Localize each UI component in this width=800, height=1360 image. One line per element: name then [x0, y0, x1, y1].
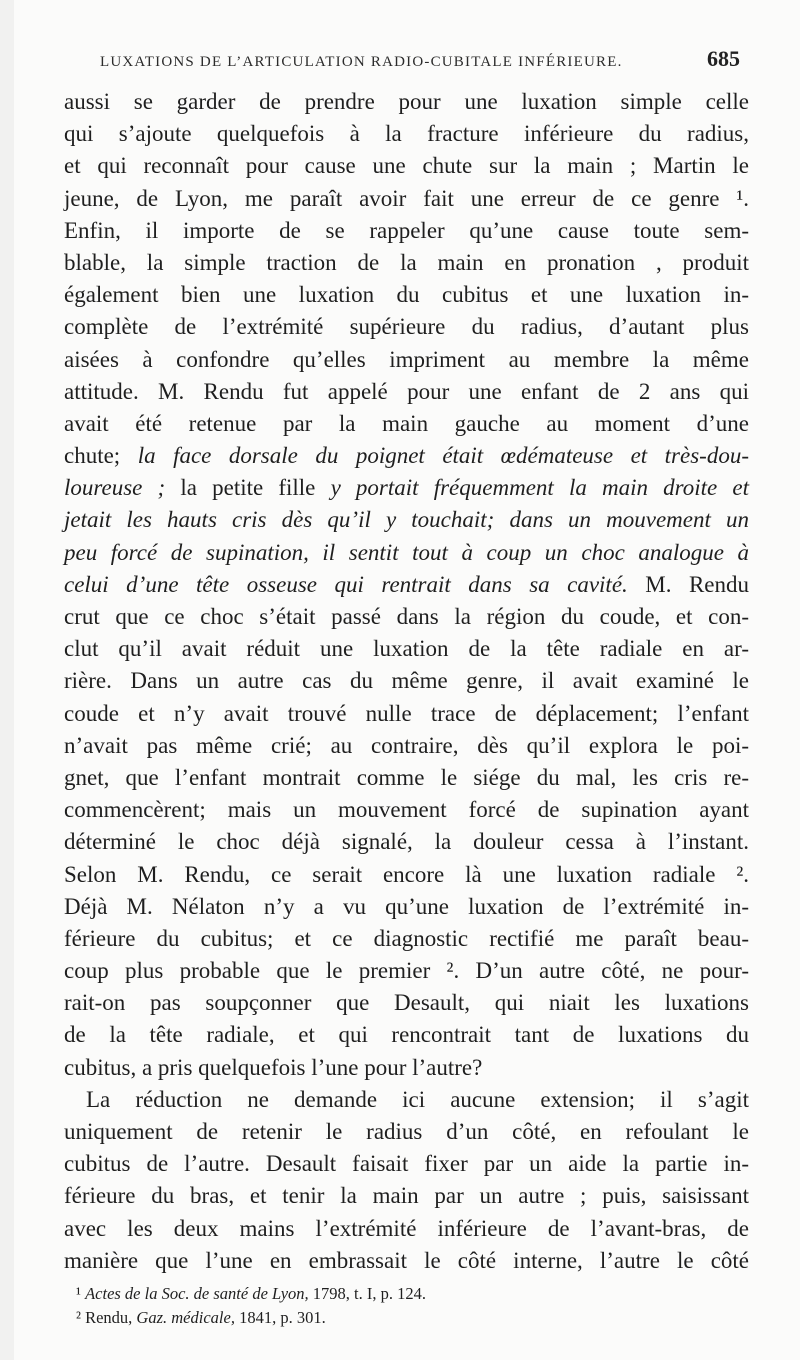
text-line: complète de l’extrémité supérieure du radius, d’autant plus — [64, 314, 749, 340]
text-line: de la tête radiale, et qui rencontrait tant de luxations du — [64, 1022, 749, 1048]
text-line: crut que ce choc s’était passé dans la région du coude, et con- — [64, 604, 749, 629]
text-line: coup plus probable que le premier ². D’un autre côté, ne pour- — [64, 958, 749, 984]
page-header — [100, 46, 740, 72]
footnote-mark: ² — [76, 1308, 81, 1327]
italic-run: la face dorsale du poignet était œdémateuse et très-dou- — [137, 443, 749, 469]
text-line: manière que l’une en embrassait le côté interne, l’autre le côté — [64, 1247, 749, 1273]
text-line: Selon M. Rendu, ce serait encore là une luxation radiale ². — [64, 861, 749, 887]
text-run: M. Rendu — [627, 571, 749, 597]
text-line: n’avait pas même crié; au contraire, dès qu’il explora le poi- — [64, 732, 749, 758]
text-run: chute; — [64, 443, 138, 469]
page-number: 685 — [707, 46, 740, 71]
italic-run: peu forcé de supination, il sentit tout à coup un choc analogue à — [64, 539, 749, 565]
footnote — [76, 1306, 736, 1330]
text-line: coude et n’y avait trouvé nulle trace de déplacement; l’enfant — [64, 700, 749, 726]
text-line: clut qu’il avait réduit une luxation de la tête radiale en ar- — [64, 636, 749, 662]
text-line: uniquement de retenir le radius d’un côté, en refoulant le — [64, 1119, 749, 1144]
text-line-mixed — [64, 472, 749, 504]
text-line: gnet, que l’enfant montrait comme le siége du mal, les cris re- — [64, 764, 749, 790]
text-line-italic — [64, 537, 749, 569]
footnote-author: Rendu, — [80, 1308, 137, 1327]
text-line: avait été retenue par la main gauche au moment d’une — [64, 410, 749, 436]
text-line: commencèrent; mais un mouvement forcé de supination ayant — [64, 797, 749, 823]
text-line-mixed — [64, 569, 749, 601]
text-line-mixed — [64, 440, 749, 472]
footnote-mark: ¹ — [76, 1284, 81, 1303]
text-line: blable, la simple traction de la main en pronation , produit — [64, 249, 749, 275]
footnote — [76, 1282, 736, 1306]
text-line: Déjà M. Nélaton n’y a vu qu’une luxation de l’extrémité in- — [64, 893, 749, 919]
running-head: LUXATIONS DE L’ARTICULATION RADIO-CUBITALE INFÉRIEURE. — [100, 54, 623, 70]
text-line: qui s’ajoute quelquefois à la fracture inférieure du radius, — [64, 121, 749, 147]
text-line: Enfin, il importe de se rappeler qu’une cause toute sem- — [64, 217, 749, 243]
text-line: également bien une luxation du cubitus et une luxation in- — [64, 282, 749, 308]
body-text — [64, 86, 749, 1277]
text-line: férieure du bras, et tenir la main par un autre ; puis, saisissant — [64, 1183, 749, 1209]
footnote-source: Actes de la Soc. de santé de Lyon, — [85, 1284, 309, 1303]
text-run: la petite fille — [165, 475, 331, 501]
text-line-paragraph-start: La réduction ne demande ici aucune extension; il s’agit — [86, 1086, 749, 1112]
text-line: aussi se garder de prendre pour une luxation simple celle — [64, 89, 749, 114]
text-line: rait-on pas soupçonner que Desault, qui niait les luxations — [64, 990, 749, 1016]
text-line: férieure du cubitus; et ce diagnostic rectifié me paraît beau- — [64, 925, 749, 951]
italic-run: y portait fréquemment la main droite et — [330, 475, 750, 501]
text-line: avec les deux mains l’extrémité inférieure de l’avant-bras, de — [64, 1215, 749, 1241]
text-line-italic — [64, 504, 749, 536]
footnotes — [76, 1282, 736, 1330]
text-line: et qui reconnaît pour cause une chute sur la main ; Martin le — [64, 153, 749, 179]
text-line: déterminé le choc déjà signalé, la douleur cessa à l’instant. — [64, 829, 749, 855]
text-line-paragraph-end: cubitus, a pris quelquefois l’une pour l’autre? — [64, 1054, 483, 1080]
text-line: jeune, de Lyon, me paraît avoir fait une erreur de ce genre ¹. — [64, 185, 749, 211]
italic-run: loureuse ; — [64, 475, 166, 501]
text-line: aisées à confondre qu’elles impriment au membre la même — [64, 346, 749, 372]
footnote-detail: 1841, p. 301. — [234, 1308, 326, 1327]
text-line: cubitus de l’autre. Desault faisait fixer par un aide la partie in- — [64, 1151, 749, 1177]
italic-run: jetait les hauts cris dès qu’il y touchait; dans un mouvement un — [64, 507, 749, 533]
text-line: attitude. M. Rendu fut appelé pour une enfant de 2 ans qui — [64, 378, 749, 404]
footnote-source: Gaz. médicale, — [136, 1308, 235, 1327]
text-line: rière. Dans un autre cas du même genre, il avait examiné le — [64, 668, 749, 694]
italic-run: celui d’une tête osseuse qui rentrait dans sa cavité. — [64, 571, 628, 597]
footnote-detail: 1798, t. I, p. 124. — [308, 1284, 426, 1303]
